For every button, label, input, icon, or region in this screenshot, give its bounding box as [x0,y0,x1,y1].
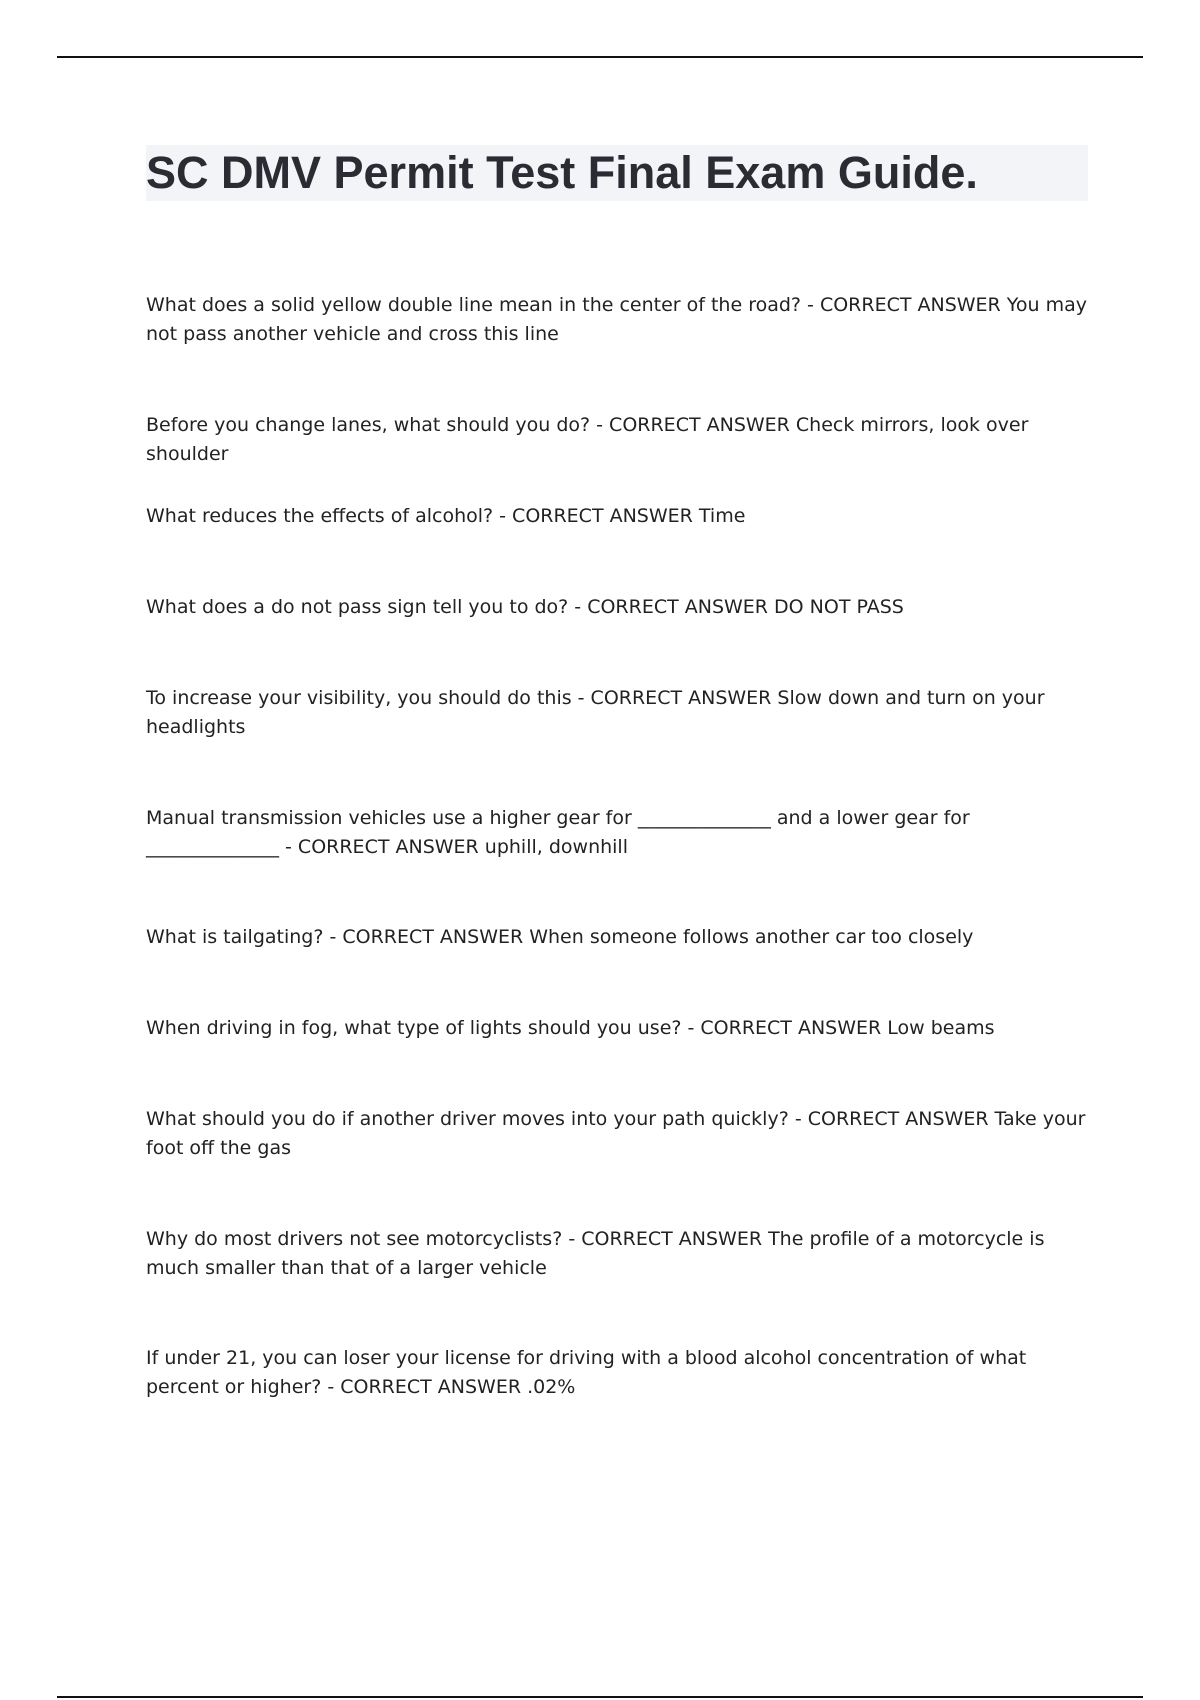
qa-item-10: Why do most drivers not see motorcyclists? - CORRECT ANSWER The profile of a motorcycle is much smaller than that of a larger vehicle [146,1228,1045,1279]
bottom-rule [57,1696,1143,1698]
qa-item-7: What is tailgating? - CORRECT ANSWER When someone follows another car too closely [146,926,974,948]
qa-item-6: Manual transmission vehicles use a higher gear for ______________ and a lower gear for ______________ - CORRECT ANSWER uphill, downhill [146,807,970,858]
qa-item-4: What does a do not pass sign tell you to do? - CORRECT ANSWER DO NOT PASS [146,596,904,618]
page-title: SC DMV Permit Test Final Exam Guide. [146,147,978,198]
qa-item-3: What reduces the effects of alcohol? - CORRECT ANSWER Time [146,505,746,527]
qa-item-11: If under 21, you can loser your license for driving with a blood alcohol concentration of what percent or higher? - CORRECT ANSWER .02% [146,1347,1027,1398]
qa-item-2: Before you change lanes, what should you do? - CORRECT ANSWER Check mirrors, look over shoulder [146,414,1029,465]
qa-item-9: What should you do if another driver moves into your path quickly? - CORRECT ANSWER Take your foot off the gas [146,1108,1086,1159]
qa-item-5: To increase your visibility, you should do this - CORRECT ANSWER Slow down and turn on your headlights [146,687,1045,738]
qa-item-8: When driving in fog, what type of lights should you use? - CORRECT ANSWER Low beams [146,1017,995,1039]
qa-item-1: What does a solid yellow double line mean in the center of the road? - CORRECT ANSWER You may not pass another vehicle and cross this line [146,294,1087,345]
top-rule [57,56,1143,58]
